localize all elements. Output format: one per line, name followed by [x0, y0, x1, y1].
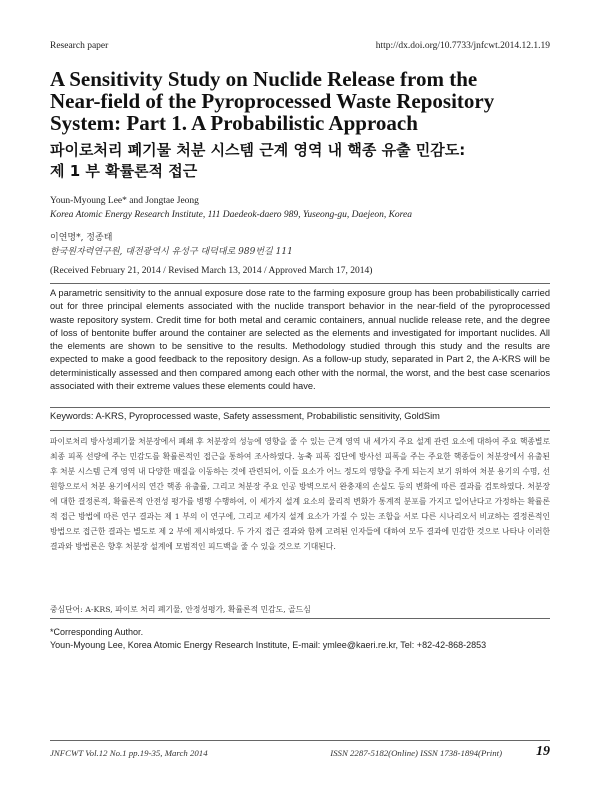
divider [50, 618, 550, 619]
received-dates: (Received February 21, 2014 / Revised March 13, 2014 / Approved March 17, 2014) [50, 266, 373, 276]
header-doi-link[interactable]: http://dx.doi.org/10.7733/jnfcwt.2014.12.1.19 [375, 41, 550, 51]
author-affiliation: Korea Atomic Energy Research Institute, 111 Daedeok-daero 989, Yuseong-gu, Daejeon, Korea [50, 210, 412, 220]
paper-title-korean-line-2: 제 1 부 확률론적 접근 [50, 162, 198, 180]
page-number: 19 [536, 744, 550, 759]
keywords-english: Keywords: A-KRS, Pyroprocessed waste, Safety assessment, Probabilistic sensitivity, GoldSim [50, 411, 440, 421]
divider [50, 283, 550, 284]
divider [50, 407, 550, 408]
issn-info: ISSN 2287-5182(Online) ISSN 1738-1894(Print) [330, 748, 502, 758]
paper-title-line-3: System: Part 1. A Probabilistic Approach [50, 111, 418, 135]
author-affiliation-korean: 한국원자력연구원, 대전광역시 유성구 대덕대로 989번길 111 [50, 247, 293, 257]
divider [50, 430, 550, 431]
author-list: Youn-Myoung Lee* and Jongtae Jeong [50, 196, 199, 206]
paper-title [50, 68, 550, 134]
journal-citation: JNFCWT Vol.12 No.1 pp.19-35, March 2014 [50, 748, 208, 758]
abstract-korean: 파이로처리 방사성폐기물 처분장에서 폐쇄 후 처분장의 성능에 영향을 줄 수 있는 근계 영역 내 세가지 주요 설계 관련 요소에 대하여 주요 핵종별로 최종 피폭 선량에 주는 민감도를 확률론적인 접근을 통하여 조사하였다. 농축 피폭 집단에 방사선 피폭을 주는 주요한 핵종들이 처분장에서 유출된 후 처분 시스템 근계 영역 내 다양한 매질을 이동하는 것에 관련되어, 이들 요소가 어느 정도의 영향을 주게 되는지 보기 위하여 처분 용기의 수명, 선원항으로서 처분 용기에서의 연간 핵종 유출률, 그리고 처분장 주요 인공 방벽으로서 완충재의 손실도 등의 변화에 따른 결과를 검토하였다. 처분장에 대한 결정론적, 확률론적 안전성 평가를 병행 수행하여, 이 세가지 설계 요소의 물리적 변화가 통계적 분포를 가지고 일어난다고 가정하는 확률론적 접근 방법에 따른 연구 결과는 제 1 부의 이 연구에, 그리고 세가지 설계 요소가 가질 수 있는 조합을 서로 다른 시나리오서 비교하는 결정론적인 방법으로 접근한 결과는 별도로 제 2 부에 제시하였다. 두 가지 접근 결과와 함께 고려된 인자들에 대하여 모두 결과에 민감한 것으로 나타나 이러한 결과와 방법론은 향후 처분장 설계에 모범적인 피드백을 줄 수 있을 것으로 기대된다. [50, 437, 550, 551]
author-list-korean: 이연명*, 정종태 [50, 233, 113, 243]
corresponding-author-info: Youn-Myoung Lee, Korea Atomic Energy Research Institute, E-mail: ymlee@kaeri.re.kr, Tel: +82-42-868-2853 [50, 640, 487, 650]
paper-title-korean [50, 140, 550, 182]
footer-divider [50, 740, 550, 741]
header-paper-type: Research paper [50, 41, 109, 51]
corresponding-author-label: *Corresponding Author. [50, 627, 144, 637]
paper-title-korean-line-1: 파이로처리 폐기물 처분 시스템 근계 영역 내 핵종 유출 민감도: [50, 141, 466, 159]
paper-title-line-1: A Sensitivity Study on Nuclide Release from the [50, 67, 478, 91]
abstract-english: A parametric sensitivity to the annual exposure dose rate to the farming exposure group has been probabilistically carried out for three principal elements associated with the nuclide transport behavior in the near-field of the pyroprocessed waste repository system. Credit time for both metal and ceramic containers, annual nuclide release rete, and the degree of loss of bentonite buffer around the container are selected as the elements and investigated for important nuclides. All the elements are shown to be sensitive to the results. Methodology studied through this study and the results are expected to make a good feedback to the repository design. As a follow-up study, separated in Part 2, the A-KRS will be deterministically assessed and then compared among each other with the normal, the worst, and the best case scenarios associated with their extreme values these elements could have. [50, 288, 550, 392]
paper-title-line-2: Near-field of the Pyroprocessed Waste Repository [50, 89, 495, 113]
keywords-korean: 중심단어: A-KRS, 파이로 처리 폐기물, 안정성평가, 확률론적 민감도, 골드심 [50, 605, 311, 614]
